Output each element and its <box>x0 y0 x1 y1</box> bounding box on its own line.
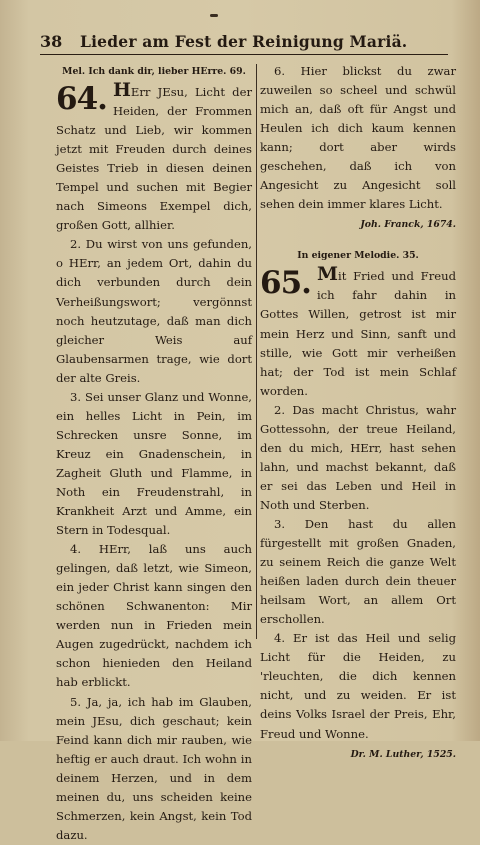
hymn-64-number: 64. <box>56 81 107 117</box>
hymn-65-verse-2 <box>260 401 456 515</box>
hymn-64-verse-1 <box>56 81 252 235</box>
hymn-65-verse-2-text: 2. Das macht Christus, wahr Gottessohn, der treue Heiland, den du mich, HErr, hast sehen lahn, und machst bekannt, daß er sei das Leben und Heil in Noth und Sterben. <box>260 402 456 512</box>
hymn-64-melody: Mel. Ich dank dir, lieber HErre. 69. <box>62 66 246 77</box>
hymn-65-verse-4-text: 4. Er ist das Heil und selig Licht für die Heiden, zu 'rleuchten, die dich kennen nicht, und zu weiden. Er ist deins Volks Israel der Preis, Ehr, Freud und Wonne. <box>260 631 456 741</box>
hymn-65-melody: In eigener Melodie. 35. <box>297 250 419 262</box>
hymn-64-initial: H <box>112 79 131 101</box>
hymn-64-verse-3 <box>56 388 252 540</box>
page-header <box>40 30 448 55</box>
right-column <box>260 62 456 766</box>
page-number: 38 <box>40 32 63 51</box>
hymn-65-verse-4 <box>260 629 456 743</box>
hymn-64-verse-6 <box>260 62 456 214</box>
hymn-65-author: Dr. M. Luther, 1525. <box>350 748 456 760</box>
column-divider <box>256 64 257 639</box>
hymn-64-author: Joh. Franck, 1674. <box>360 219 456 231</box>
hymn-65-verse-1 <box>260 265 456 400</box>
hymn-64-verse-3-text: 3. Sei unser Glanz und Wonne, ein helles Licht in Pein, im Schrecken unsre Sonne, im Kreuz ein Gnadenschein, in Zagheit Gluth und Flamme, in Noth ein Freudenstrahl, in Krankheit Arzt und Amme, ein Stern in Todesqual. <box>56 389 252 538</box>
hymn-64-verse-5-text: 5. Ja, ja, ich hab im Glauben, mein JEsu, dich geschaut; kein Feind kann dich mir rauben, wie heftig er auch draut. Ich wohn in deinem Herzen, und in dem meinen du, uns scheiden keine Schmerzen, kein Angst, kein Tod dazu. <box>56 694 252 842</box>
hymn-64-verse-4-text: 4. HErr, laß uns auch gelingen, daß letzt, wie Simeon, ein jeder Christ kann singen den schönen Schwanenton: Mir werden nun in Frieden mein Augen zugedrückt, nachdem ich schon hienieden den Heiland hab erblickt. <box>56 542 252 690</box>
left-column <box>56 62 252 845</box>
hymn-65-number: 65. <box>260 265 311 302</box>
hymn-64-verse-2 <box>56 235 252 387</box>
hymn-64-verse-1-text: Err JEsu, Licht der Heiden, der Frommen Schatz und Lieb, wir kommen jetzt mit Freuden durch deines Geistes Trieb in diesen deinen Tempel und suchen mit Begier nach Simeons Exempel dich, großen Gott, allhier. <box>56 85 252 233</box>
hymn-64-verse-6-text: 6. Hier blickst du zwar zuweilen so scheel und schwül mich an, daß oft für Angst und Heulen ich dich kaum kennen kann; dort aber wirds geschehen, daß ich von Angesicht zu Angesicht soll sehen dein immer klares Licht. <box>260 64 456 212</box>
hymn-65-verse-1-text: it Fried und Freud ich fahr dahin in Gottes Willen, getrost ist mir mein Herz und Sinn, sanft und stille, wie Gott mir verheißen hat; der Tod ist mein Schlaf worden. <box>260 269 456 398</box>
hymn-65-initial: M <box>316 263 338 286</box>
running-title: Lieder am Fest der Reinigung Mariä. <box>80 32 408 51</box>
hymn-64-verse-5 <box>56 693 252 845</box>
ink-mark <box>210 14 218 17</box>
hymn-65-verse-3-text: 3. Den hast du allen fürgestellt mit großen Gnaden, zu seinem Reich die ganze Welt heißen laden durch dein theuer heilsam Wort, an allem Ort erschollen. <box>260 516 456 627</box>
hymn-64-verse-4 <box>56 540 252 692</box>
hymn-64-verse-2-text: 2. Du wirst von uns gefunden, o HErr, an jedem Ort, dahin du dich verbunden durch dein Verheißungswort; vergönnst noch heutzutage, daß man dich gleicher Weis auf Glaubensarmen trage, wie dort der alte Greis. <box>56 237 252 385</box>
hymn-65-verse-3 <box>260 515 456 629</box>
